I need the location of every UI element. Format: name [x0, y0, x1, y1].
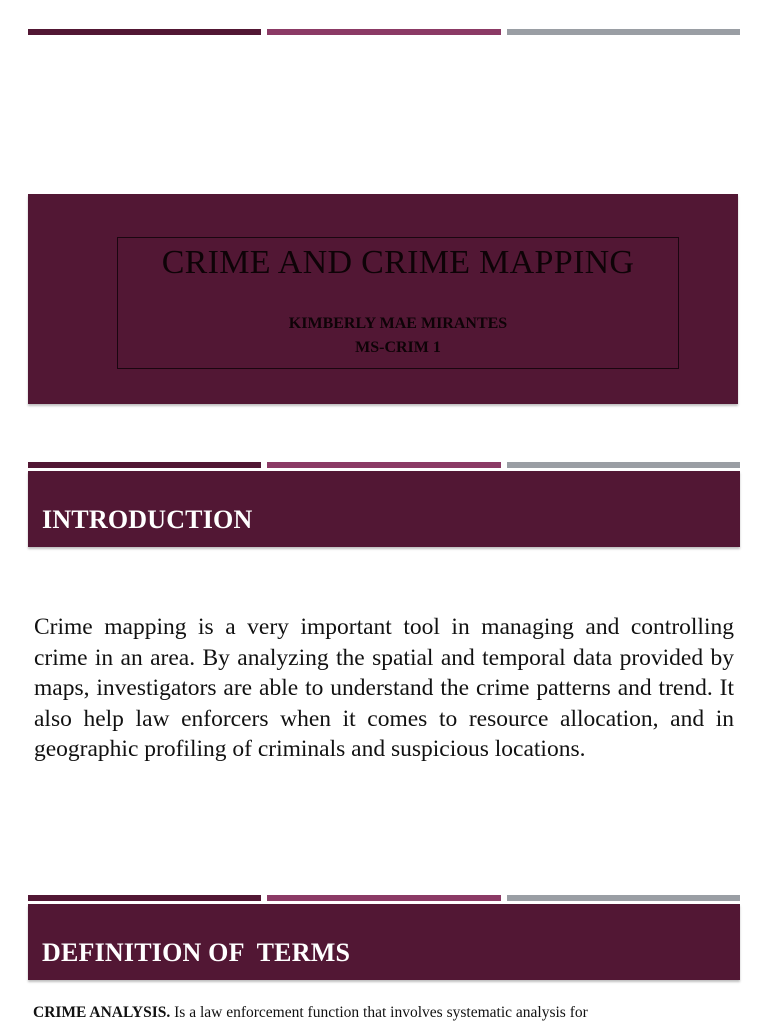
bar-segment-dark — [28, 895, 261, 901]
decorative-bar-definitions — [28, 895, 740, 901]
title-frame — [117, 237, 679, 369]
page-title: CRIME AND CRIME MAPPING — [161, 244, 635, 281]
bar-segment-gray — [507, 462, 740, 468]
definitions-heading: DEFINITION OF TERMS — [42, 938, 351, 967]
course-code: MS-CRIM 1 — [355, 339, 441, 356]
definitions-banner — [28, 904, 740, 980]
bar-segment-gray — [507, 895, 740, 901]
bar-segment-mid — [267, 462, 500, 468]
bar-segment-gray — [507, 29, 740, 35]
decorative-bar-introduction — [28, 462, 740, 468]
definition-text: Is a law enforcement function that involves systematic analysis for — [170, 1004, 588, 1021]
definition-term: CRIME ANALYSIS. — [33, 1004, 171, 1021]
decorative-bar-top — [28, 29, 740, 35]
author-block — [118, 312, 678, 360]
bar-segment-dark — [28, 462, 261, 468]
introduction-paragraph: Crime mapping is a very important tool in managing and controlling crime in an area. By analyzing the spatial and temporal data provided by maps, investigators are able to understand the crime patterns and trend. It also help law enforcers when it comes to resource allocation, and in geographic profiling of criminals and suspicious locations. — [34, 614, 734, 762]
title-slide-block — [28, 194, 738, 404]
introduction-banner — [28, 471, 740, 547]
definition-paragraph — [33, 1004, 753, 1022]
bar-segment-dark — [28, 29, 261, 35]
introduction-heading: INTRODUCTION — [42, 505, 253, 534]
author-name: KIMBERLY MAE MIRANTES — [288, 315, 508, 332]
bar-segment-mid — [267, 29, 500, 35]
bar-segment-mid — [267, 895, 500, 901]
